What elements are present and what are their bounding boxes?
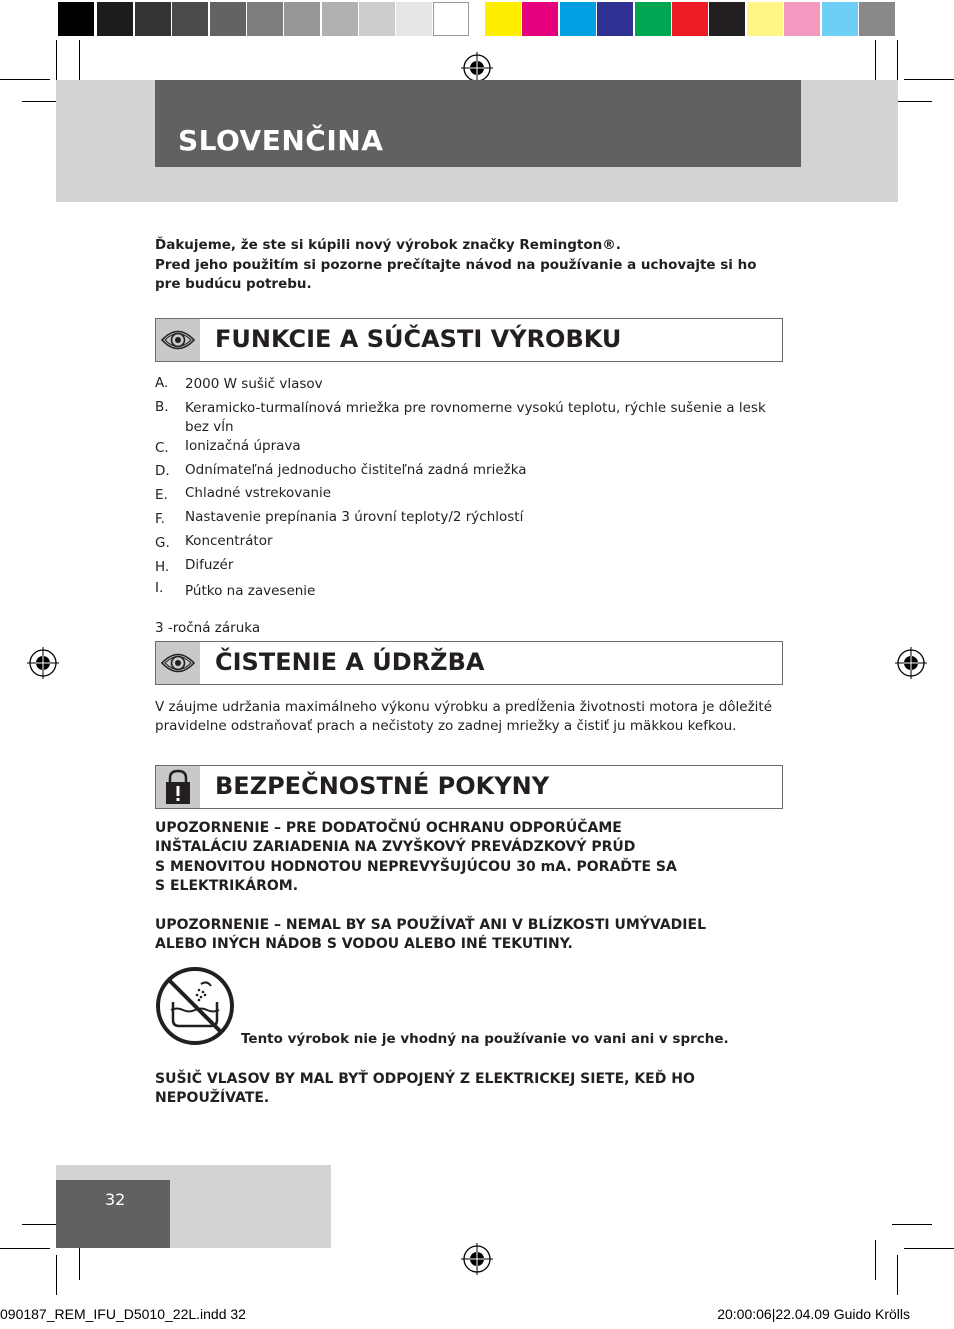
no-bath-shower-icon bbox=[155, 966, 235, 1046]
cleaning-text-line1: V záujme udržania maximálneho výkonu výrobku a predĺženia životnosti motora je dôležité bbox=[155, 699, 773, 715]
warranty-note: 3 -ročná záruka bbox=[155, 620, 261, 636]
color-swatch bbox=[396, 2, 432, 36]
list-item-letter: H. bbox=[155, 559, 170, 575]
warning-rcd-line: S ELEKTRIKÁROM. bbox=[155, 878, 299, 894]
bath-warning-text: Tento výrobok nie je vhodný na používanie vo vani ani v sprche. bbox=[241, 1031, 729, 1047]
color-swatch bbox=[485, 2, 521, 36]
color-swatch bbox=[784, 2, 820, 36]
warning-rcd-line: S MENOVITOU HODNOTOU NEPREVYŠUJÚCOU 30 mA. PORAĎTE SA bbox=[155, 859, 677, 875]
list-item-text: Ionizačná úprava bbox=[185, 438, 301, 454]
color-swatch bbox=[135, 2, 171, 36]
color-swatch bbox=[672, 2, 708, 36]
color-swatch bbox=[97, 2, 133, 36]
list-item-text: Odnímateľná jednoducho čistiteľná zadná mriežka bbox=[185, 462, 527, 478]
color-swatch bbox=[433, 2, 469, 36]
padlock-warning-icon bbox=[156, 766, 200, 808]
section-cleaning-title: ČISTENIE A ÚDRŽBA bbox=[215, 648, 485, 676]
intro-future-reference: pre budúcu potrebu. bbox=[155, 276, 312, 292]
intro-thanks: Ďakujeme, že ste si kúpili nový výrobok značky Remington®. bbox=[155, 237, 621, 253]
list-item-text: Chladné vstrekovanie bbox=[185, 485, 332, 501]
cleaning-text-line2: pravidelne odstraňovať prach a nečistoty zo zadnej mriežky a čistiť ju mäkkou kefkou. bbox=[155, 718, 737, 734]
list-item-letter: E. bbox=[155, 487, 168, 503]
list-item-letter: G. bbox=[155, 535, 170, 551]
list-item-letter: C. bbox=[155, 440, 169, 456]
list-item-text: 2000 W sušič vlasov bbox=[185, 376, 323, 392]
warning-unplug-line: NEPOUŽÍVATE. bbox=[155, 1090, 270, 1106]
section-cleaning-header bbox=[155, 641, 783, 685]
color-swatch bbox=[58, 2, 94, 36]
list-item-letter: A. bbox=[155, 375, 169, 391]
color-swatch bbox=[172, 2, 208, 36]
color-swatch bbox=[747, 2, 783, 36]
section-features-title: FUNKCIE A SÚČASTI VÝROBKU bbox=[215, 325, 622, 353]
color-swatch bbox=[597, 2, 633, 36]
list-item-letter: F. bbox=[155, 511, 165, 527]
section-safety-header bbox=[155, 765, 783, 809]
list-item-text: Nastavenie prepínania 3 úrovní teploty/2 rýchlostí bbox=[185, 509, 524, 525]
color-swatch bbox=[284, 2, 320, 36]
color-swatch bbox=[359, 2, 395, 36]
intro-read-manual: Pred jeho použitím si pozorne prečítajte návod na používanie a uchovajte si ho bbox=[155, 257, 757, 273]
color-swatch bbox=[210, 2, 246, 36]
color-swatch bbox=[322, 2, 358, 36]
color-swatch bbox=[709, 2, 745, 36]
list-item-text: Pútko na zavesenie bbox=[185, 583, 316, 599]
color-swatch bbox=[560, 2, 596, 36]
eye-icon bbox=[156, 642, 200, 684]
color-swatch bbox=[635, 2, 671, 36]
list-item-text: Difuzér bbox=[185, 557, 234, 573]
eye-icon bbox=[156, 319, 200, 361]
warning-unplug-line: SUŠIČ VLASOV BY MAL BYŤ ODPOJENÝ Z ELEKTRICKEJ SIETE, KEĎ HO bbox=[155, 1071, 695, 1087]
warning-rcd-line: INŠTALÁCIU ZARIADENIA NA ZVYŠKOVÝ PREVÁDZKOVÝ PRÚD bbox=[155, 839, 636, 855]
page-title: SLOVENČINA bbox=[178, 124, 384, 157]
color-swatch bbox=[822, 2, 858, 36]
registration-mark-right-icon bbox=[895, 647, 927, 679]
slug-timestamp: 20:00:06|22.04.09 Guido Krölls bbox=[717, 1306, 910, 1322]
warning-water-line: ALEBO INÝCH NÁDOB S VODOU ALEBO INÉ TEKUTINY. bbox=[155, 936, 573, 952]
registration-mark-left-icon bbox=[27, 647, 59, 679]
color-swatch bbox=[859, 2, 895, 36]
list-item-text: Keramicko-turmalínová mriežka pre rovnomerne vysokú teplotu, rýchle sušenie a lesk bez vĺn bbox=[185, 400, 766, 435]
list-item-letter: D. bbox=[155, 463, 170, 479]
list-item-letter: I. bbox=[155, 580, 164, 596]
registration-mark-bottom-icon bbox=[461, 1243, 493, 1275]
section-features-header bbox=[155, 318, 783, 362]
warning-water-line: UPOZORNENIE – NEMAL BY SA POUŽÍVAŤ ANI V BLÍZKOSTI UMÝVADIEL bbox=[155, 917, 706, 933]
slug-file-info: 090187_REM_IFU_D5010_22L.indd 32 bbox=[0, 1306, 246, 1322]
list-item-letter: B. bbox=[155, 399, 169, 415]
warning-rcd-line: UPOZORNENIE – PRE DODATOČNÚ OCHRANU ODPORÚČAME bbox=[155, 820, 622, 836]
page-number: 32 bbox=[105, 1190, 126, 1209]
color-swatch bbox=[522, 2, 558, 36]
color-swatch bbox=[247, 2, 283, 36]
list-item-text: Koncentrátor bbox=[185, 533, 273, 549]
section-safety-title: BEZPEČNOSTNÉ POKYNY bbox=[215, 772, 550, 800]
